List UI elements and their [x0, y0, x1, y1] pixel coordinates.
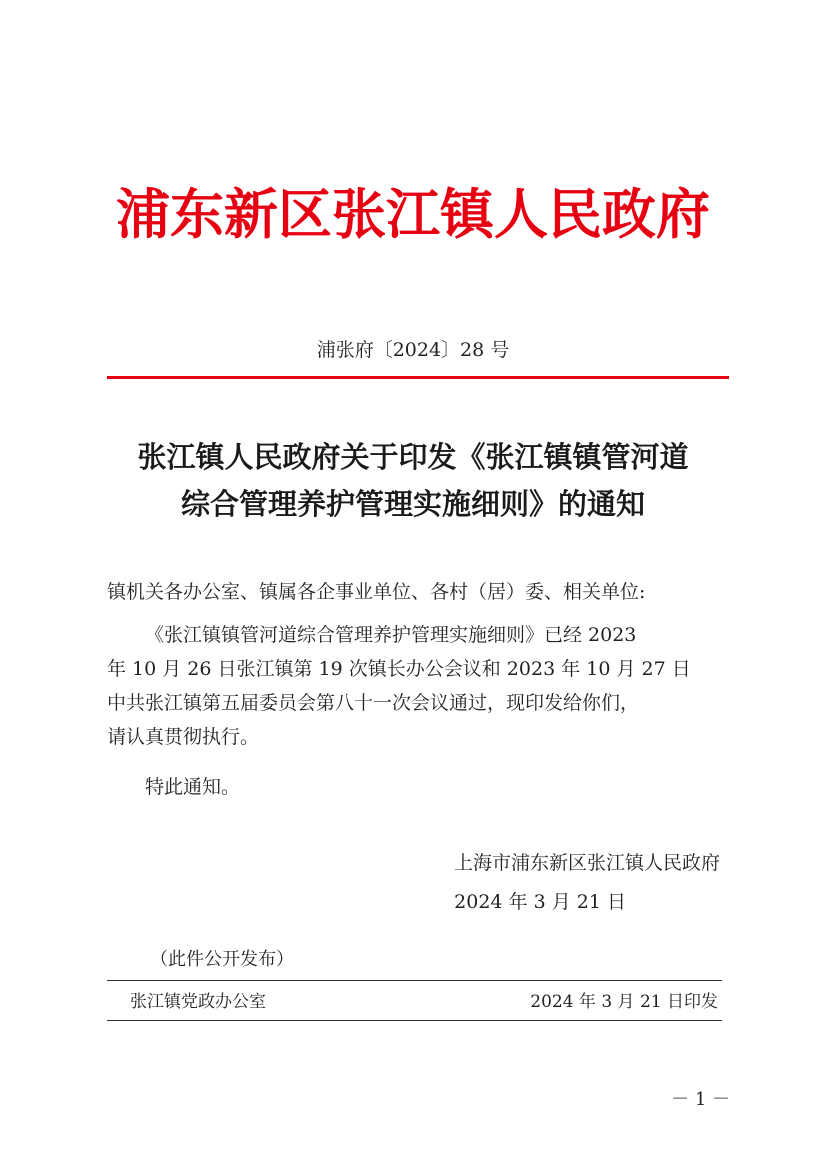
notice-title-line-1: 张江镇人民政府关于印发《张江镇镇管河道 — [137, 440, 689, 474]
body-line-3: 中共张江镇第五届委员会第八十一次会议通过，现印发给你们， — [107, 692, 640, 714]
issuing-authority: 上海市浦东新区张江镇人民政府 — [453, 852, 720, 874]
body-line-1: 《张江镇镇管河道综合管理养护管理实施细则》已经 2023 — [145, 624, 637, 646]
red-separator-line — [107, 376, 729, 379]
closing-phrase: 特此通知。 — [145, 776, 241, 798]
footer-print-date: 2024 年 3 月 21 日印发 — [530, 992, 718, 1012]
body-line-4: 请认真贯彻执行。 — [107, 726, 260, 748]
notice-title-line-2: 综合管理养护管理实施细则》的通知 — [180, 487, 645, 521]
document-number: 浦张府〔2024〕28 号 — [316, 339, 510, 361]
footer-top-rule — [107, 980, 722, 981]
addressee: 镇机关各办公室、镇属各企事业单位、各村（居）委、相关单位: — [107, 581, 646, 603]
footer-bottom-rule — [107, 1020, 722, 1021]
body-line-2: 年 10 月 26 日张江镇第 19 次镇长办公会议和 2023 年 10 月 27 日 — [107, 658, 691, 680]
masthead-title: 浦东新区张江镇人民政府 — [116, 182, 710, 246]
issue-date: 2024 年 3 月 21 日 — [454, 891, 626, 913]
notice-title — [90, 434, 736, 528]
public-release-note: （此件公开发布） — [150, 949, 294, 970]
page-number: － 1 － — [671, 1089, 730, 1110]
footer-issuing-office: 张江镇党政办公室 — [130, 992, 266, 1012]
